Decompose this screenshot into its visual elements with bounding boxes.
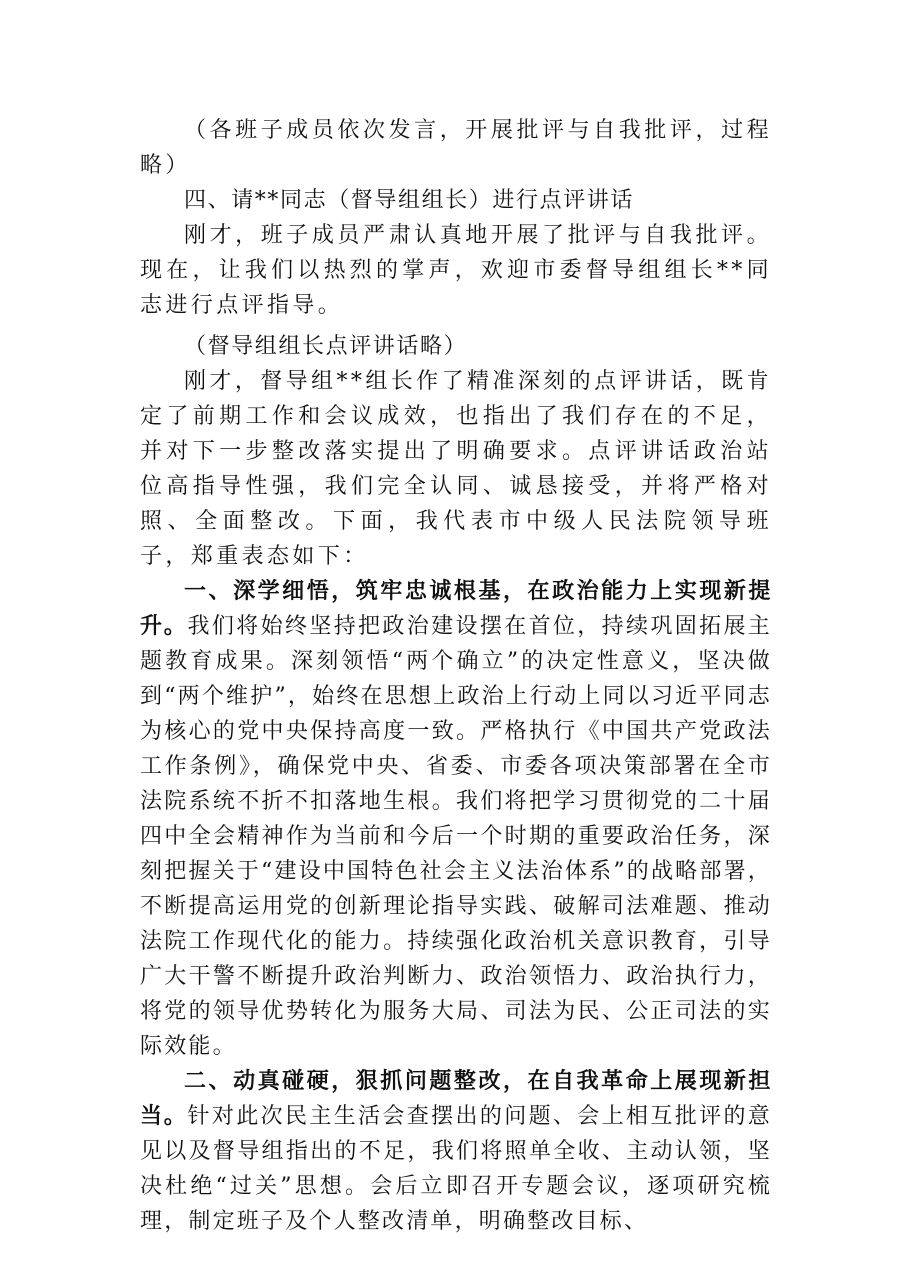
paragraph-invite-remarks: 刚才，班子成员严肃认真地开展了批评与自我批评。现在，让我们以热烈的掌声，欢迎市委督导组组长**同志进行点评指导。 (140, 223, 772, 318)
commitment-one-body: 我们将始终坚持把政治建设摆在首位，持续巩固拓展主题教育成果。深刻领悟“两个确立”的决定性意义，坚决做到“两个维护”，始终在思想上政治上行动上同以习近平同志为核心的党中央保持高度一致。严格执行《中国共产党政法工作条例》，确保党中央、省委、市委各项决策部署在全市法院系统不折不扣落地生根。我们将把学习贯彻党的二十届四中全会精神作为当前和今后一个时期的重要政治任务，深刻把握关于“建设中国特色社会主义法治体系”的战略部署，不断提高运用党的创新理论指导实践、破解司法难题、推动法院工作现代化的能力。持续强化政治机关意识教育，引导广大干警不断提升政治判断力、政治领悟力、政治执行力，将党的领导优势转化为服务大局、司法为民、公正司法的实际效能。 (140, 614, 772, 1059)
paragraph-process-note: （各班子成员依次发言，开展批评与自我批评，过程略） (140, 118, 772, 178)
paragraph-commitment-two (140, 1064, 772, 1239)
commitment-one-heading: 一、深学细悟，筑牢忠诚根基，在政治能力上实现新提升。 (140, 579, 772, 639)
commitment-two-body: 针对此次民主生活会查摆出的问题、会上相互批评的意见以及督导组指出的不足，我们将照单全收、主动认领，坚决杜绝“过关”思想。会后立即召开专题会议，逐项研究梳理，制定班子及个人整改清单，明确整改目标、 (140, 1104, 772, 1234)
commitment-two-heading: 二、动真碰硬，狠抓问题整改，在自我革命上展现新担当。 (140, 1069, 772, 1129)
paragraph-response: 刚才，督导组**组长作了精准深刻的点评讲话，既肯定了前期工作和会议成效，也指出了我们存在的不足，并对下一步整改落实提出了明确要求。点评讲话政治站位高指导性强，我们完全认同、诚恳接受，并将严格对照、全面整改。下面，我代表市中级人民法院领导班子，郑重表态如下： (140, 369, 772, 569)
paragraph-commitment-one (140, 574, 772, 1064)
document-body (140, 113, 772, 1239)
paragraph-section-four-title: 四、请**同志（督导组组长）进行点评讲话 (184, 188, 635, 213)
paragraph-remarks-note: （督导组组长点评讲话略） (184, 334, 468, 359)
